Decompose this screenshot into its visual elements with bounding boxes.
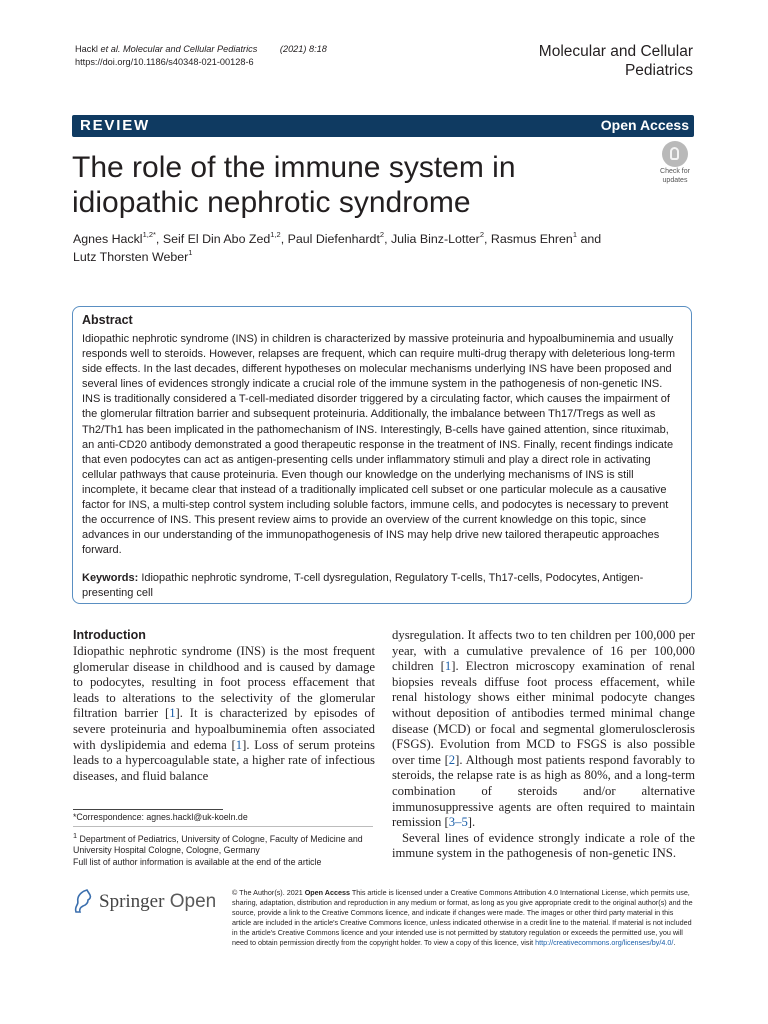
author-affiliation-sup: 1,2*	[142, 229, 156, 239]
reference-link[interactable]: 1	[235, 737, 243, 752]
reference-link[interactable]: 2	[448, 752, 456, 767]
article-type: REVIEW	[80, 117, 150, 134]
author-separator: ,	[483, 232, 491, 246]
publisher-name-1: Springer	[99, 891, 165, 912]
introduction-right-column	[392, 628, 695, 862]
badge-line2: updates	[662, 176, 688, 184]
author-list	[73, 230, 633, 266]
springer-horse-icon	[73, 888, 93, 914]
body-text: Idiopathic nephrotic syndrome (INS) is the most frequent glomerular disease in childhood and is caused by damage to podocytes, resulting in foot process effacement that leads to alterations to the selectivity of the glomerular filtration barrier [	[73, 644, 375, 721]
author-separator: ,	[384, 232, 391, 246]
author-affiliation-sup: 2	[379, 229, 385, 239]
introduction-left-column	[73, 644, 375, 784]
reference-link[interactable]: 1	[444, 659, 452, 674]
footnote-divider-2	[73, 826, 373, 827]
author-affiliation-sup: 1,2	[270, 229, 281, 239]
license-open-access: Open Access	[304, 888, 350, 897]
author-name: Paul Diefenhardt	[287, 232, 380, 246]
author-affiliation-sup: 1	[188, 247, 193, 257]
author-affiliation-sup: 1	[572, 229, 577, 239]
license-url-link[interactable]: http://creativecommons.org/licenses/by/4.0/	[535, 938, 674, 948]
body-text: ]. Electron microscopy examination of renal biopsies reveals diffuse foot process effacement, while renal histology shows either minimal podocyte changes without deposition of antibodies termed minimal change disease (MCD) or focal and segmental glomerulosclerosis (FSGS). Evolution from MCD to FSGS is also possible over time [	[392, 659, 695, 767]
affiliation-text: Department of Pediatrics, University of Cologne, Faculty of Medicine and University Hospital Cologne, Cologne, Germany	[73, 833, 363, 856]
author-name: Julia Binz-Lotter	[390, 232, 480, 246]
journal-name-line1: Molecular and Cellular	[538, 43, 693, 60]
body-text: ]. Although most patients respond favorably to steroids, the relapse rate is as high as 80%, and a long-term combination of steroids and/or alternative immunosuppressive agents are often required to maintain remission [	[392, 752, 695, 830]
introduction-heading: Introduction	[73, 628, 146, 642]
keywords-label: Keywords:	[82, 572, 139, 584]
journal-name-line2: Pediatrics	[624, 62, 693, 79]
badge-line1: Check for	[660, 168, 690, 175]
abstract-box	[72, 306, 692, 604]
body-text: dysregulation. It affects two to ten children per 100,000 per year, with a cumulative prevalence of 16 per 100,000 children [	[392, 628, 695, 674]
body-text: ]. It is characterized by episodes of severe proteinuria and hypoalbuminemia often associated with dyslipidemia and edema [	[73, 706, 375, 752]
author-name: Rasmus Ehren	[490, 232, 573, 246]
reference-link[interactable]: 1	[169, 706, 176, 721]
affiliation-sup: 1	[73, 831, 78, 840]
keywords	[82, 571, 682, 601]
introduction-paragraph-1-cont	[392, 628, 695, 831]
license-text	[232, 888, 694, 949]
author-name: Lutz Thorsten Weber	[73, 250, 189, 264]
author-info-note: Full list of author information is available at the end of the article	[73, 856, 322, 867]
reference-link[interactable]: 3–5	[448, 815, 468, 830]
article-type-banner	[72, 115, 694, 137]
author-affiliation-sup: 2	[479, 229, 484, 239]
check-for-updates-icon	[662, 141, 688, 167]
citation-journal: Molecular and Cellular Pediatrics	[123, 44, 258, 54]
body-text: ]. Loss of serum proteins leads to a hypercoagulable state, a higher rate of infectious diseases, and fluid balance	[73, 737, 375, 783]
license-body: This article is licensed under a Creative Commons Attribution 4.0 International License, which permits use, sharing, adaptation, distribution and reproduction in any medium or format, as long as you give appropriate credit to the original author(s) and the source, provide a link to the Creative Commons licence, and indicate if changes were made. The images or other third party material in this article are included in the article's Creative Commons licence, unless indicated otherwise in a credit line to the material. If material is not included in the article's Creative Commons licence and your intended use is not permitted by statutory regulation or exceeds the permitted use, you will need to obtain permission directly from the copyright holder. To view a copy of this licence, visit	[232, 888, 693, 948]
introduction-paragraph-2: Several lines of evidence strongly indicate a role of the immune system in the pathogenesis of non-genetic INS.	[392, 830, 695, 861]
license-lead: © The Author(s). 2021	[232, 888, 305, 897]
keywords-list: Idiopathic nephrotic syndrome, T-cell dysregulation, Regulatory T-cells, Th17-cells, Podocytes, Antigen-presenting cell	[82, 572, 644, 600]
author-separator: ,	[155, 232, 163, 246]
article-title: The role of the immune system in idiopathic nephrotic syndrome	[72, 151, 516, 219]
author-separator: and	[577, 232, 602, 246]
author-name: Seif El Din Abo Zed	[162, 232, 271, 246]
affiliation-note	[73, 830, 373, 868]
open-access-label: Open Access	[600, 117, 689, 133]
doi-link[interactable]: https://doi.org/10.1186/s40348-021-00128-6	[75, 56, 254, 67]
citation-line	[75, 43, 327, 68]
license-end: .	[673, 938, 676, 948]
publisher-wordmark	[99, 891, 216, 913]
publisher-name-2: Open	[169, 891, 217, 912]
footnote-divider	[73, 809, 223, 810]
abstract-text: Idiopathic nephrotic syndrome (INS) in children is characterized by massive proteinuria and hypoalbuminemia and usually responds well to steroids. However, relapses are frequent, which can require multi-drug therapy with deleterious long-term side effects. In the last decades, different hypotheses on molecular mechanisms underlying INS have been proposed and several lines of evidences strongly indicate a crucial role of the immune system in the pathogenesis of non-genetic INS. INS is traditionally considered a T-cell-mediated disorder triggered by a circulating factor, which causes the impairment of the glomerular filtration barrier and subsequent proteinuria. Additionally, the imbalance between Th17/Tregs as well as Th2/Th1 has been implicated in the pathomechanism of INS. Interestingly, B-cells have gained attention, since rituximab, an anti-CD20 antibody demonstrated a good therapeutic response in the treatment of INS. Finally, recent findings indicate that even podocytes can act as antigen-presenting cells under inflammatory stimuli and play a direct role in activating cellular pathways that cause proteinuria. Even though our knowledge on the underlying mechanisms of INS is still incomplete, it became clear that instead of a traditionally implicated cell subset or one particular molecule as a causative factor for INS, a multi-step control system including soluble factors, immune cells, and podocytes is necessary to prevent the occurrence of INS. This present review aims to provide an overview of the current knowledge on this topic, since advances in our understanding of the immunopathogenesis of INS may help drive new tailored therapeutic approaches forward.	[82, 333, 676, 557]
body-text: ].	[467, 815, 476, 830]
author-name: Agnes Hackl	[73, 232, 143, 246]
citation-volume: (2021) 8:18	[279, 44, 327, 54]
citation-author: Hackl	[75, 44, 98, 54]
check-for-updates-badge[interactable]	[654, 141, 696, 184]
abstract-heading: Abstract	[82, 313, 133, 327]
author-separator: ,	[280, 232, 288, 246]
citation-etal: et al.	[100, 44, 121, 54]
correspondence-note: *Correspondence: agnes.hackl@uk-koeln.de	[73, 812, 248, 822]
journal-name	[433, 42, 693, 80]
